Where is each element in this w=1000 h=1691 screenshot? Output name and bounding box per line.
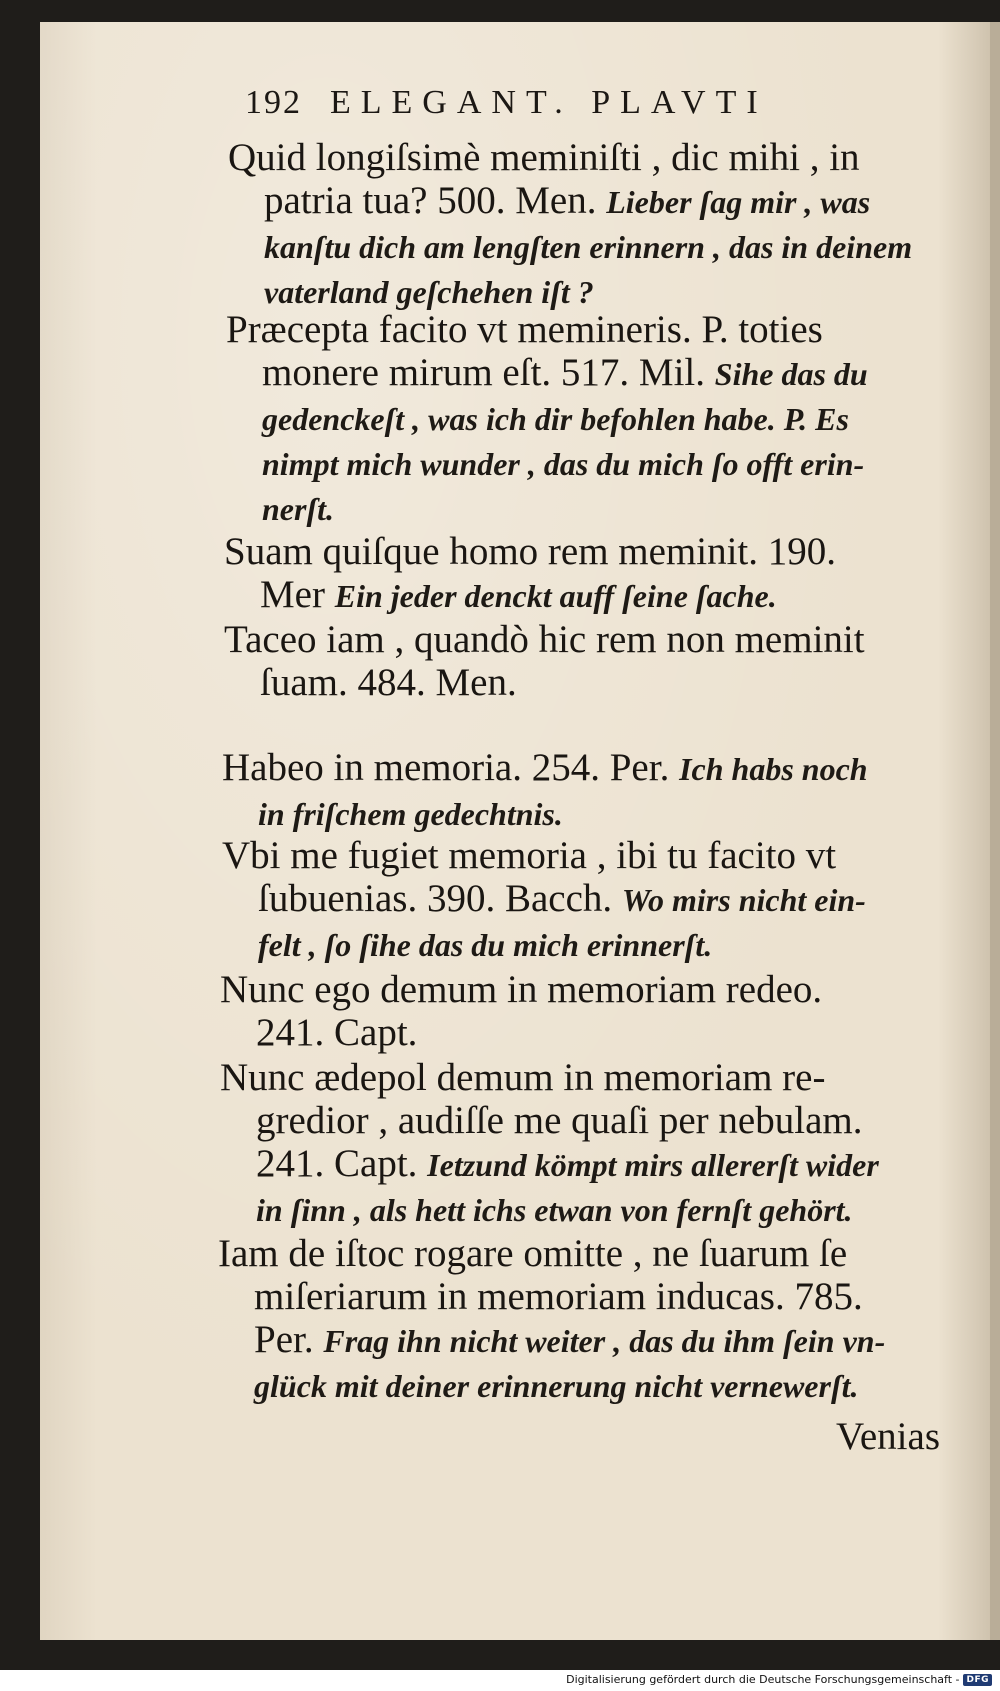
entry-line bbox=[222, 834, 866, 877]
entry-line bbox=[262, 441, 868, 486]
entry-line bbox=[262, 486, 868, 531]
german-translation: nerſt. bbox=[262, 491, 334, 527]
entry-1 bbox=[228, 136, 912, 314]
latin-text: Vbi me fugiet memoria , ibi tu facito vt bbox=[222, 834, 837, 877]
latin-text: ſubuenias. 390. Bacch. bbox=[258, 877, 622, 920]
entry-line bbox=[258, 877, 866, 922]
entry-line bbox=[226, 308, 868, 351]
german-translation: kanſtu dich am lengſten erinnern , das in deinem bbox=[264, 229, 913, 265]
entry-line bbox=[218, 1232, 885, 1275]
entry-line bbox=[260, 661, 865, 704]
german-translation: in friſchem gedechtnis. bbox=[258, 796, 563, 832]
entry-line bbox=[260, 573, 836, 618]
entry-line bbox=[228, 136, 912, 179]
entry-line bbox=[256, 1187, 879, 1232]
funding-notice: Digitalisierung gefördert durch die Deutsche Forschungsgemeinschaft - bbox=[566, 1673, 960, 1686]
entry-6 bbox=[222, 834, 866, 967]
entry-line bbox=[224, 618, 865, 661]
latin-text: ſuam. 484. Men. bbox=[260, 661, 517, 704]
footer bbox=[566, 1673, 992, 1686]
latin-text: miſeriarum in memoriam inducas. 785. bbox=[254, 1275, 863, 1318]
latin-text: Per. bbox=[254, 1318, 324, 1361]
latin-text: 241. Capt. bbox=[256, 1011, 418, 1054]
latin-text: Quid longiſsimè meminiſti , dic mihi , in bbox=[228, 136, 860, 179]
german-translation: gedenckeſt , was ich dir befohlen habe. P. Es bbox=[262, 401, 849, 437]
german-translation: felt , ſo ſihe das du mich erinnerſt. bbox=[258, 927, 713, 963]
entry-line bbox=[222, 746, 868, 791]
entry-line bbox=[224, 530, 836, 573]
dfg-logo-icon: DFG bbox=[963, 1674, 992, 1686]
latin-text: Iam de iſtoc rogare omitte , ne ſuarum ſe bbox=[218, 1232, 848, 1275]
entry-line bbox=[254, 1363, 885, 1408]
catchword: Venias bbox=[836, 1415, 940, 1458]
latin-text: Nunc ego demum in memoriam redeo. bbox=[220, 968, 823, 1011]
german-translation: in ſinn , als hett ichs etwan von fernſt gehört. bbox=[256, 1192, 853, 1228]
german-translation: Ich habs noch bbox=[679, 751, 868, 787]
latin-text: Præcepta facito vt memineris. P. toties bbox=[226, 308, 823, 351]
entry-7 bbox=[220, 968, 822, 1054]
german-translation: glück mit deiner erinnerung nicht vernewerſt. bbox=[254, 1368, 859, 1404]
german-translation: vaterland geſchehen iſt ? bbox=[264, 274, 594, 310]
entry-line bbox=[262, 351, 868, 396]
german-translation: Wo mirs nicht ein- bbox=[621, 882, 866, 918]
entry-line bbox=[256, 1099, 879, 1142]
entry-line bbox=[254, 1275, 885, 1318]
entry-8 bbox=[220, 1056, 879, 1232]
entry-line bbox=[256, 1142, 879, 1187]
entry-4 bbox=[224, 618, 865, 704]
entry-line bbox=[258, 922, 866, 967]
german-translation: nimpt mich wunder , das du mich ſo offt erin- bbox=[262, 446, 865, 482]
entry-3 bbox=[224, 530, 836, 618]
entry-line bbox=[264, 224, 912, 269]
latin-text: Mer bbox=[260, 573, 335, 616]
entry-line bbox=[262, 396, 868, 441]
entry-line bbox=[254, 1318, 885, 1363]
entry-line bbox=[220, 968, 822, 1011]
running-head bbox=[245, 84, 945, 122]
entry-line bbox=[256, 1011, 822, 1054]
german-translation: Frag ihn nicht weiter , das du ihm ſein vn- bbox=[323, 1323, 886, 1359]
latin-text: 241. Capt. bbox=[256, 1142, 428, 1185]
latin-text: Suam quiſque homo rem meminit. 190. bbox=[224, 530, 837, 573]
latin-text: gredior , audiſſe me quaſi per nebulam. bbox=[256, 1099, 863, 1142]
latin-text: monere mirum eſt. 517. Mil. bbox=[262, 351, 715, 394]
entry-line bbox=[264, 179, 912, 224]
german-translation: Ein jeder denckt auff ſeine ſache. bbox=[334, 578, 777, 614]
latin-text: Nunc ædepol demum in memoriam re- bbox=[220, 1056, 826, 1099]
entry-2 bbox=[226, 308, 868, 531]
running-title: ELEGANT. PLAVTI bbox=[330, 84, 768, 121]
entry-9 bbox=[218, 1232, 885, 1408]
entry-line bbox=[258, 791, 868, 836]
latin-text: Habeo in memoria. 254. Per. bbox=[222, 746, 680, 789]
page-edge bbox=[990, 22, 1000, 1640]
entry-5 bbox=[222, 746, 868, 836]
latin-text: patria tua? 500. Men. bbox=[264, 179, 607, 222]
page-number: 192 bbox=[245, 84, 302, 121]
german-translation: Sihe das du bbox=[714, 356, 868, 392]
entry-line bbox=[220, 1056, 879, 1099]
german-translation: Ietzund kömpt mirs allererſt wider bbox=[427, 1147, 879, 1183]
german-translation: Lieber ſag mir , was bbox=[606, 184, 871, 220]
latin-text: Taceo iam , quandò hic rem non meminit bbox=[224, 618, 865, 661]
